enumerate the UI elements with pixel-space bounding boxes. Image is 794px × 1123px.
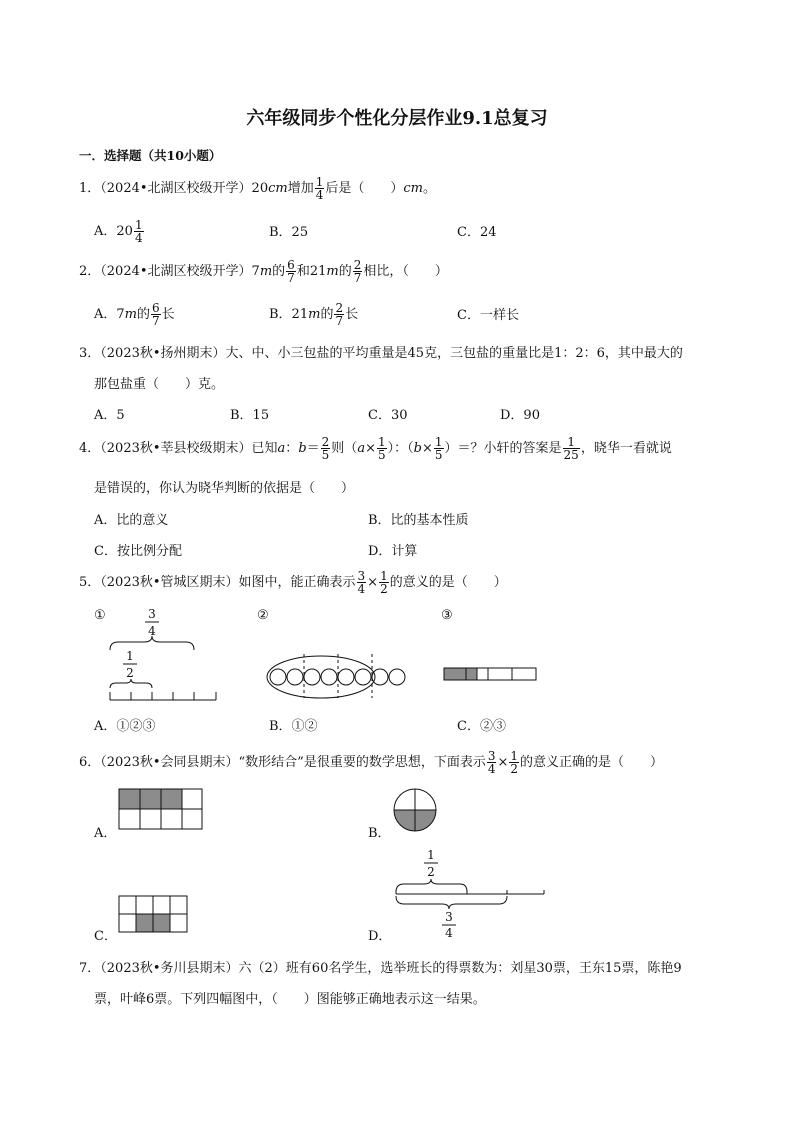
denominator: 2 — [380, 582, 388, 596]
q6-option-d-figure — [390, 846, 550, 938]
q2-unit-1: m — [259, 264, 273, 279]
times: × — [365, 441, 376, 456]
q4-option-a[interactable]: A．比的意义 — [94, 513, 169, 528]
q1-end: 。 — [422, 181, 436, 196]
figD-bottom-brace — [396, 896, 507, 909]
numerator: 2 — [353, 258, 362, 272]
q3-option-a[interactable]: A．5 — [94, 408, 125, 423]
fig2-circles — [270, 669, 405, 685]
option-unit: m — [124, 307, 137, 322]
page-title: 六年级同步个性化分层作业9.1总复习 — [246, 108, 548, 129]
fig3-cell — [488, 668, 512, 680]
denominator: 7 — [335, 314, 344, 328]
numerator: 2 — [335, 301, 344, 315]
q6-option-d[interactable]: D． — [368, 929, 392, 944]
q1-option-c[interactable]: C．24 — [457, 225, 497, 240]
q4-fraction-3 — [434, 436, 444, 461]
q4-mid: ）：（ — [387, 441, 414, 456]
fig3-cell — [512, 668, 536, 680]
denominator: 5 — [321, 448, 330, 462]
denominator: 7 — [353, 271, 362, 285]
fig1-top-numerator: 3 — [148, 607, 156, 621]
q2-text-post: 相比，（ ） — [363, 264, 448, 279]
numerator: 2 — [321, 435, 330, 449]
fig3-cell — [477, 668, 488, 680]
fig1-top-denominator: 4 — [148, 624, 156, 638]
figD-ticks — [396, 890, 544, 894]
figD-bottom-numerator: 3 — [445, 910, 453, 924]
q4-fraction-1 — [321, 436, 331, 461]
numerator: 6 — [287, 258, 295, 272]
figD-top-brace — [396, 879, 467, 892]
q2-de-2: 的 — [338, 264, 352, 279]
q6-option-c-figure — [118, 895, 190, 935]
denominator: 4 — [315, 188, 324, 202]
numerator: 1 — [434, 435, 443, 449]
q3-option-d[interactable]: D．90 — [500, 408, 540, 423]
option-suffix: 长 — [345, 307, 359, 322]
q5-figure-3-label: ③ — [441, 608, 453, 623]
q1-option-b[interactable]: B．25 — [269, 225, 309, 240]
q4-option-d[interactable]: D．计算 — [368, 544, 418, 559]
denominator: 4 — [134, 231, 143, 245]
q2-source: （2024•北湖区校级开学） — [100, 264, 252, 279]
q1-fraction — [315, 176, 325, 201]
option-unit: m — [308, 307, 321, 322]
q6-option-a[interactable]: A． — [94, 826, 117, 841]
grid-cells — [119, 789, 202, 829]
q5-fraction-1 — [357, 570, 367, 595]
question-7-line-2: 票，叶峰6票。下列四幅图中，（ ）图能够正确地表示这一结果。 — [94, 992, 486, 1007]
denominator: 7 — [152, 314, 160, 328]
fig1-mid-denominator: 2 — [126, 666, 134, 680]
q2-fraction-2 — [353, 259, 363, 284]
q6-text-post: 的意义正确的是（ ） — [520, 755, 664, 770]
option-text: B．21 — [269, 307, 309, 322]
q2-option-b-fraction — [334, 302, 344, 327]
q2-he: 和 — [296, 264, 310, 279]
q5-option-a[interactable]: A．①②③ — [94, 719, 156, 734]
q6-text-pre: 6．（2023秋•会同县期末）“数形结合”是很重要的数学思想，下面表示 — [79, 755, 486, 770]
var-a: a — [357, 441, 366, 456]
q4-fraction-2 — [377, 436, 387, 461]
question-4-line-2: 是错误的，你认为晓华判断的依据是（ ） — [94, 481, 355, 496]
q4-option-b[interactable]: B．比的基本性质 — [368, 513, 469, 528]
denominator: 4 — [487, 762, 496, 776]
q5-text-pre: 5．（2023秋•管城区期末）如图中，能正确表示 — [79, 575, 356, 590]
option-de: 的 — [320, 307, 334, 322]
q4-text-post: ）＝？小轩的答案是 — [444, 441, 562, 456]
q2-unit-2: m — [326, 264, 339, 279]
numerator: 1 — [134, 218, 143, 232]
fig1-ticks — [110, 692, 216, 700]
q6-fraction-1 — [487, 750, 497, 775]
figD-top-denominator: 2 — [427, 865, 435, 879]
denominator: 5 — [434, 448, 443, 462]
q6-option-c[interactable]: C． — [94, 929, 117, 944]
option-label: A． — [94, 224, 117, 239]
equals: ＝ — [306, 441, 320, 456]
fig3-shaded-cell — [466, 668, 477, 680]
numerator: 3 — [487, 749, 496, 763]
denominator: 2 — [510, 762, 519, 776]
times: × — [421, 441, 433, 456]
q5-option-b[interactable]: B．①② — [269, 719, 318, 734]
q5-figure-1-label: ① — [94, 608, 106, 623]
q4-option-c[interactable]: C．按比例分配 — [94, 544, 182, 559]
q5-figure-1 — [104, 604, 224, 708]
numerator: 1 — [377, 435, 386, 449]
numerator: 1 — [315, 175, 324, 189]
q2-option-b[interactable] — [269, 302, 358, 327]
q1-unit-2: cm — [403, 181, 423, 196]
numerator: 1 — [563, 436, 580, 449]
times: × — [367, 575, 379, 590]
question-3-line-2: 那包盐重（ ）克。 — [94, 377, 225, 392]
q2-value-2: 21 — [309, 264, 327, 279]
question-7-line-1: 7．（2023秋•务川县期末）六（2）班有60名学生，选举班长的得票数为：刘星30票，王东15票，陈艳9 — [79, 961, 682, 976]
q1-text-post: 后是（ ） — [325, 181, 404, 196]
option-text: A．7 — [94, 307, 125, 322]
question-1 — [79, 176, 436, 201]
numerator: 3 — [357, 569, 366, 583]
q2-option-c[interactable]: C．一样长 — [457, 308, 519, 323]
q5-figure-3 — [443, 667, 539, 683]
q5-fraction-2 — [379, 570, 389, 595]
q1-option-a-fraction — [134, 219, 144, 244]
q5-option-c[interactable]: C．②③ — [457, 719, 506, 734]
grid-cells — [119, 896, 187, 932]
q5-text-post: 的意义的是（ ） — [389, 575, 507, 590]
q2-number: 2． — [79, 264, 101, 279]
denominator: 5 — [377, 448, 386, 462]
q3-option-b[interactable]: B．15 — [230, 408, 270, 423]
numerator: 1 — [510, 749, 519, 763]
question-6 — [79, 750, 663, 775]
q4-text-pre: 4．（2023秋•莘县校级期末）已知 — [79, 441, 278, 456]
q5-figure-2-label: ② — [257, 608, 269, 623]
fig1-mid-numerator: 1 — [126, 649, 134, 663]
q2-de-1: 的 — [272, 264, 286, 279]
q1-source: （2024•北湖区校级开学） — [100, 181, 252, 196]
denominator: 7 — [287, 271, 295, 285]
var-b: b — [298, 441, 307, 456]
q6-option-b[interactable]: B． — [368, 826, 391, 841]
numerator: 1 — [380, 569, 388, 583]
denominator: 25 — [563, 448, 579, 462]
q2-value-1: 7 — [251, 264, 260, 279]
q6-option-b-figure — [392, 787, 438, 833]
q2-fraction-1 — [286, 259, 296, 284]
q2-option-a[interactable] — [94, 302, 175, 327]
figD-top-numerator: 1 — [427, 848, 435, 862]
q1-number: 1． — [79, 181, 101, 196]
q1-text-mid: 增加 — [287, 181, 314, 196]
q5-figure-2 — [262, 650, 422, 700]
fig3-shaded-cell — [444, 668, 466, 680]
q1-text-pre: 20 — [251, 181, 269, 196]
q1-unit: cm — [268, 181, 288, 196]
option-suffix: 长 — [161, 307, 175, 322]
q6-fraction-2 — [509, 750, 519, 775]
q2-option-a-fraction — [151, 302, 161, 327]
times: × — [497, 755, 509, 770]
question-3-line-1: 3．（2023秋•扬州期末）大、中、小三包盐的平均重量是45克，三包盐的重量比是1：2：6，其中最大的 — [79, 346, 683, 361]
fig1-mid-brace — [110, 679, 152, 688]
q4-text-end: ，晓华一看就说 — [580, 441, 672, 456]
q1-option-a[interactable] — [94, 219, 145, 244]
mixed-whole: 20 — [116, 224, 133, 239]
q6-option-a-figure — [118, 788, 204, 832]
question-2 — [79, 259, 448, 284]
numerator: 6 — [152, 301, 160, 315]
q4-fraction-4 — [563, 436, 580, 461]
denominator: 4 — [357, 582, 366, 596]
q3-option-c[interactable]: C．30 — [368, 408, 408, 423]
var-b: b — [413, 441, 422, 456]
var-a: a — [277, 441, 286, 456]
question-5 — [79, 570, 507, 595]
q4-ze: 则（ — [331, 441, 358, 456]
option-de: 的 — [137, 307, 151, 322]
section-heading: 一．选择题（共10小题） — [79, 148, 222, 163]
question-4-line-1 — [79, 436, 672, 461]
colon: ： — [285, 441, 299, 456]
figD-bottom-denominator: 4 — [445, 926, 453, 938]
fig1-top-brace — [110, 636, 194, 650]
